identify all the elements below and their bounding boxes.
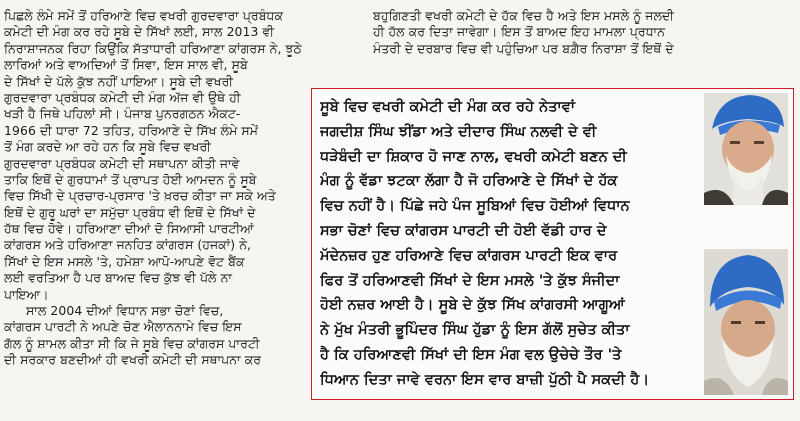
highlight-text [320,95,698,393]
highlight-line: ਸੂਬੇ ਵਿਚ ਵਖਰੀ ਕਮੇਟੀ ਦੀ ਮੰਗ ਕਰ ਰਹੇ ਨੇਤਾਵਾਂ [320,98,576,115]
article-line: ਇਥੋਂ ਦੇ ਗੁਰੂ ਘਰਾਂ ਦਾ ਸਮੁੱਚਾ ਪ੍ਰਬੰਧ ਵੀ ਇਥੋਂ ਦੇ ਸਿੱਖਾਂ ਦੇ [4,204,256,220]
article-line: ਮੰਤਰੀ ਦੇ ਦਰਬਾਰ ਵਿਚ ਵੀ ਪਹੁੰਚਿਆ ਪਰ ਬਗ਼ੈਰ ਨਿਰਾਸ਼ਾ ਤੋਂ ਇਥੋਂ ਦੇ [373,40,674,56]
article-line: ਪਿਛਲੇ ਲੰਮੇ ਸਮੇਂ ਤੋਂ ਹਰਿਆਣੇ ਵਿਚ ਵਖਰੀ ਗੁਰਦਵਾਰਾ ਪ੍ਰਬੰਧਕ [4,8,284,23]
highlight-line: ਵਿਚ ਨਹੀਂ ਹੈ। ਪਿੱਛੇ ਜਹੇ ਪੰਜ ਸੂਬਿਆਂ ਵਿਚ ਹੋਈਆਂ ਵਿਧਾਨ [320,197,630,215]
article-line: ਕਾਂਗਰਸ ਅਤੇ ਹਰਿਆਣਾ ਜਨਹਿਤ ਕਾਂਗਰਸ (ਹਜਕਾਂ) ਨੇ, [4,237,252,253]
left-article-column [4,8,362,369]
article-line: 1966 ਦੀ ਧਾਰਾ 72 ਤਹਿਤ, ਹਰਿਆਣੇ ਦੇ ਸਿੱਖ ਲੰਮੇ ਸਮੇਂ [4,122,259,138]
article-line: ਲਈ ਵਰਤਿਆ ਹੈ ਪਰ ਬਾਅਦ ਵਿਚ ਕੁੱਝ ਵੀ ਪੱਲੇ ਨਾ [4,270,232,286]
article-line: ਖੜੀ ਹੈ ਜਿਥੇ ਪਹਿਲਾਂ ਸੀ। ਪੰਜਾਬ ਪੁਨਰਗਠਨ ਐਕਟ- [4,106,241,122]
article-line: ਦੇ ਸਿੱਖਾਂ ਦੇ ਪੱਲੇ ਕੁੱਝ ਨਹੀਂ ਪਾਇਆ। ਸੂਬੇ ਦੀ ਵਖਰੀ [4,73,234,89]
article-line: ਤਾਕਿ ਇਥੋਂ ਦੇ ਗੁਰਧਾਮਾਂ ਤੋਂ ਪ੍ਰਾਪਤ ਹੋਈ ਆਮਦਨ ਨੂੰ ਸੂਬੇ [4,171,257,187]
article-line: ਦੀ ਸਰਕਾਰ ਬਣਦੀਆਂ ਹੀ ਵਖਰੀ ਕਮੇਟੀ ਦੀ ਸਥਾਪਨਾ ਕਰ [4,352,262,368]
article-line: ਬਹੁਗਿਣਤੀ ਵਖਰੀ ਕਮੇਟੀ ਦੇ ਹੱਕ ਵਿਚ ਹੈ ਅਤੇ ਇਸ ਮਸਲੇ ਨੂੰ ਜਲਦੀ [373,8,675,23]
portrait-photo [704,249,788,395]
highlight-line: ਮੰਗ ਨੂੰ ਵੱਡਾ ਝਟਕਾ ਲੱਗਾ ਹੈ ਜੋ ਹਰਿਆਣੇ ਦੇ ਸਿੱਖਾਂ ਦੇ ਹੱਕ [320,172,618,190]
article-line: ਨਿਰਾਸ਼ਾਜਨਕ ਰਿਹਾ ਕਿਉਂਕਿ ਸੱਤਾਧਾਰੀ ਹਰਿਆਣਾ ਕਾਂਗਰਸ ਨੇ, ਝੂਠੇ [4,40,302,56]
article-line: ਸਾਲ 2004 ਦੀਆਂ ਵਿਧਾਨ ਸਭਾ ਚੋਣਾਂ ਵਿਚ, [26,303,224,319]
highlight-line: ਧੜੇਬੰਦੀ ਦਾ ਸ਼ਿਕਾਰ ਹੋ ਜਾਣ ਨਾਲ, ਵਖਰੀ ਕਮੇਟੀ ਬਣਨ ਦੀ [320,147,627,165]
portrait-photo [704,93,788,205]
article-line: ਗੁਰਦਵਾਰਾ ਪ੍ਰਬੰਧਕ ਕਮੇਟੀ ਦੀ ਮੰਗ ਅੱਜ ਵੀ ਉਥੇ ਹੀ [4,89,241,105]
article-line: ਗੁਰਦਵਾਰਾ ਪ੍ਰਬੰਧਕ ਕਮੇਟੀ ਦੀ ਸਥਾਪਨਾ ਕੀਤੀ ਜਾਵੇ [4,155,240,171]
article-line: ਕਾਂਗਰਸ ਪਾਰਟੀ ਨੇ ਅਪਣੇ ਚੋਣ ਐਲਾਨਨਾਮੇ ਵਿਚ ਇਸ [4,319,242,335]
highlight-line: ਮੱਦੇਨਜ਼ਰ ਹੁਣ ਹਰਿਆਣੇ ਵਿਚ ਕਾਂਗਰਸ ਪਾਰਟੀ ਇਕ ਵਾਰ [320,246,618,264]
highlight-line: ਜਗਦੀਸ਼ ਸਿੰਘ ਝੀਂਡਾ ਅਤੇ ਦੀਦਾਰ ਸਿੰਘ ਨਲਵੀ ਦੇ ਵੀ [320,122,597,140]
highlight-line: ਧਿਆਨ ਦਿਤਾ ਜਾਵੇ ਵਰਨਾ ਇਸ ਵਾਰ ਬਾਜ਼ੀ ਪੁੱਠੀ ਪੈ ਸਕਦੀ ਹੈ। [320,370,650,388]
article-line: ਲਾਰਿਆਂ ਅਤੇ ਵਾਅਦਿਆਂ ਤੋਂ ਸਿਵਾ, ਇਸ ਸਾਲ ਵੀ, ਸੂਬੇ [4,57,248,73]
highlight-line: ਹੈ ਕਿ ਹਰਿਆਣਵੀ ਸਿੱਖਾਂ ਦੀ ਇਸ ਮੰਗ ਵਲ ਉਚੇਚੇ ਤੌਰ 'ਤੇ [320,345,622,363]
article-line: ਪਾਇਆ। [4,286,49,302]
article-line: ਗੱਲ ਨੂੰ ਸ਼ਾਮਲ ਕੀਤਾ ਸੀ ਕਿ ਜੇ ਸੂਬੇ ਵਿਚ ਕਾਂਗਰਸ ਪਾਰਟੀ [4,335,260,351]
article-line: ਤੋਂ ਮੰਗ ਕਰਦੇ ਆ ਰਹੇ ਹਨ ਕਿ ਸੂਬੇ ਵਿਚ ਵਖਰੀ [4,139,211,155]
highlight-line: ਫਿਰ ਤੋਂ ਹਰਿਆਣਵੀ ਸਿੱਖਾਂ ਦੇ ਇਸ ਮਸਲੇ 'ਤੇ ਕੁੱਝ ਸੰਜੀਦਾ [320,271,620,289]
article-line: ਕਮੇਟੀ ਦੀ ਮੰਗ ਕਰ ਰਹੇ ਸੂਬੇ ਦੇ ਸਿੱਖਾਂ ਲਈ, ਸਾਲ 2013 ਵੀ [4,24,275,40]
highlight-line: ਨੇ ਮੁੱਖ ਮੰਤਰੀ ਭੂਪਿੰਦਰ ਸਿੰਘ ਹੁੱਡਾ ਨੂੰ ਇਸ ਗੱਲੋਂ ਸੁਚੇਤ ਕੀਤਾ [320,321,630,339]
article-line: ਸਿੱਖਾਂ ਦੇ ਇਸ ਮਸਲੇ 'ਤੇ, ਹਮੇਸ਼ਾ ਆਪੋ-ਆਪਣੇ ਵੋਟ ਬੈਂਕ [4,253,245,269]
right-article-column [373,8,797,57]
article-line: ਵਿਚ ਸਿੱਖੀ ਦੇ ਪ੍ਰਚਾਰ-ਪ੍ਰਸਾਰ 'ਤੇ ਖ਼ਰਚ ਕੀਤਾ ਜਾ ਸਕੇ ਅਤੇ [4,188,276,204]
highlight-line: ਸਭਾ ਚੋਣਾਂ ਵਿਚ ਕਾਂਗਰਸ ਪਾਰਟੀ ਦੀ ਹੋਈ ਵੱਡੀ ਹਾਰ ਦੇ [320,221,607,239]
article-line: ਹੀ ਹੱਲ ਕਰ ਦਿਤਾ ਜਾਵੇਗਾ। ਇਸ ਤੋਂ ਬਾਅਦ ਇਹ ਮਾਮਲਾ ਪ੍ਰਧਾਨ [373,24,666,40]
article-line: ਹੱਥ ਵਿਚ ਹੋਵੇ। ਹਰਿਆਣਾ ਦੀਆਂ ਦੋ ਸਿਆਸੀ ਪਾਰਟੀਆਂ [4,221,254,237]
highlight-line: ਹੋਈ ਨਜ਼ਰ ਆਈ ਹੈ। ਸੂਬੇ ਦੇ ਕੁੱਝ ਸਿੱਖ ਕਾਂਗਰਸੀ ਆਗੂਆਂ [320,296,625,314]
highlight-box [311,88,794,400]
